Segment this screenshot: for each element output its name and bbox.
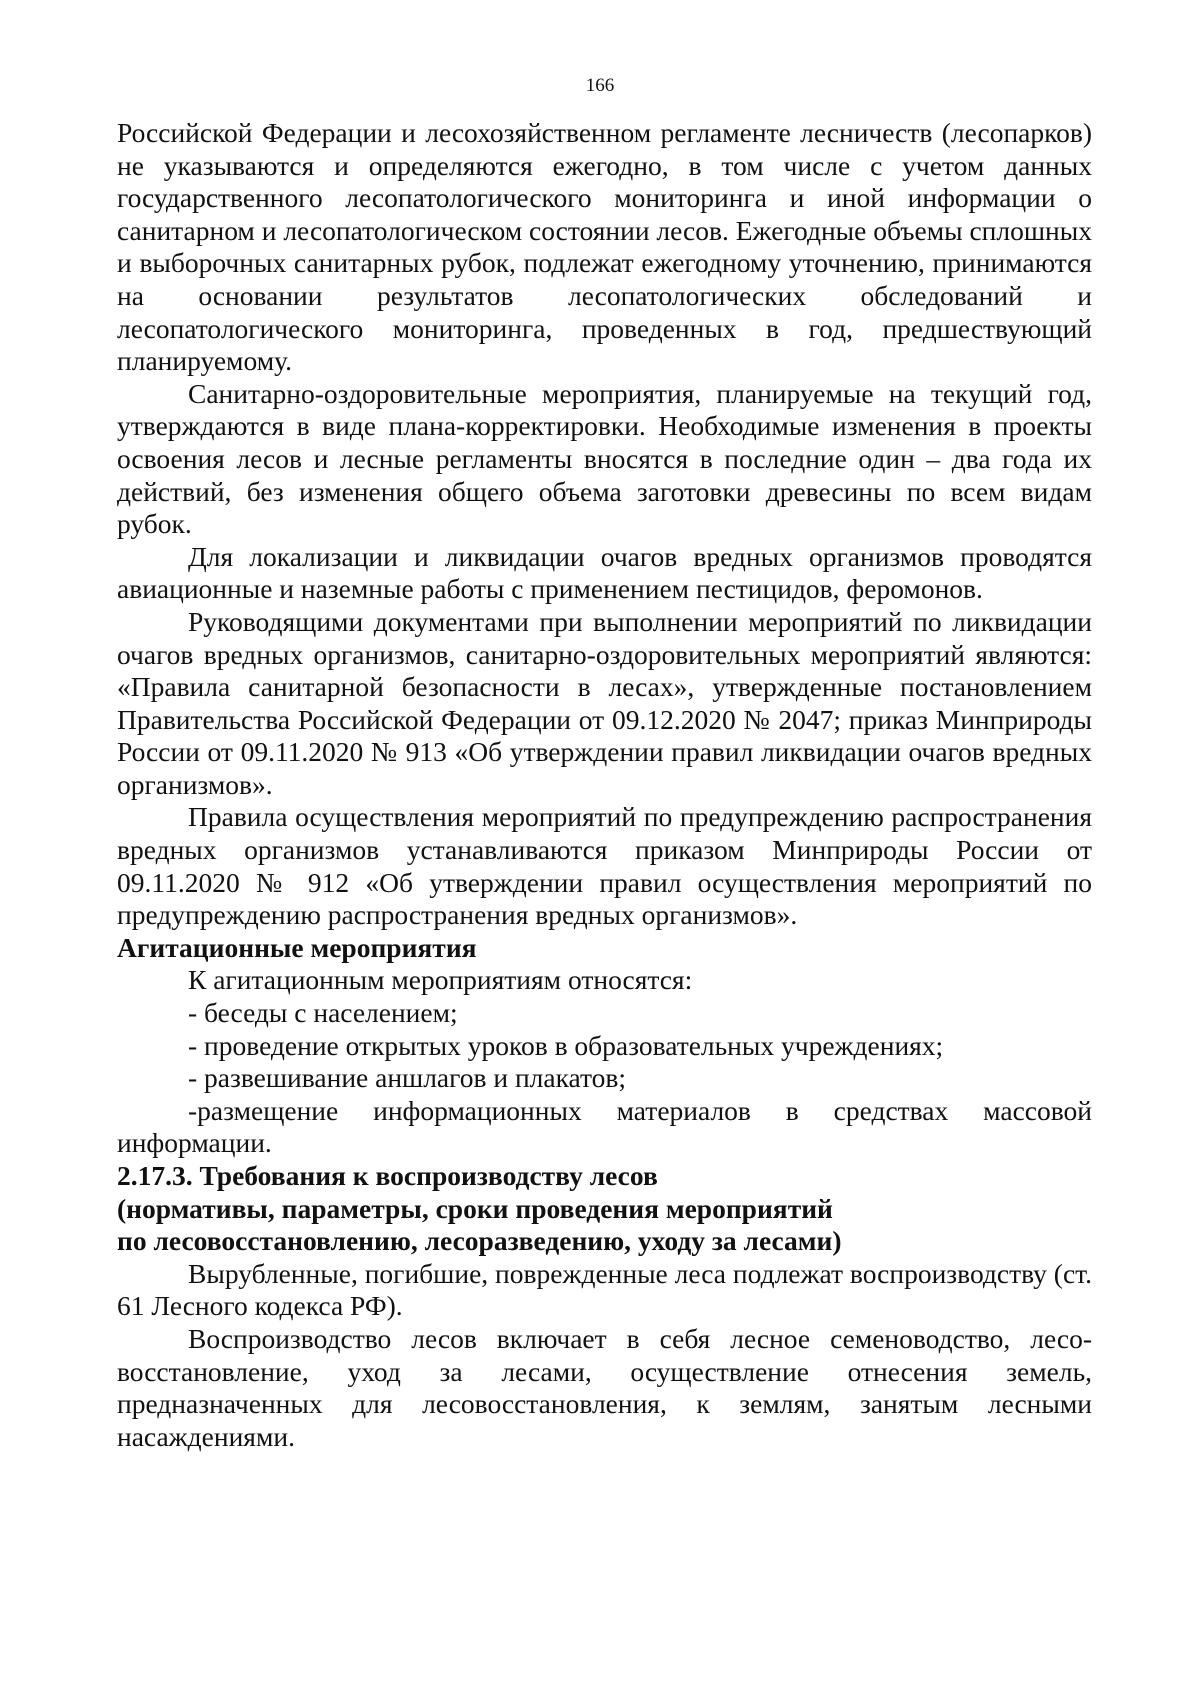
paragraph: Руководящими документами при выполнении мероприятий по ликвидации очагов вредных организмов, санитарно-оздоровительных мероприятий являются: «Правила санитарной безопасности в лесах», утвержденные постановлением Правительства Российской Федерации от 09.12.2020 № 2047; приказ Минприроды России от 09.11.2020 № 913 «Об утверждении правил ликвидации очагов вредных организмов». bbox=[117, 605, 1092, 800]
section-heading-2-17-3 bbox=[117, 1160, 1092, 1258]
list-item: -размещение информационных материалов в средствах массовой информации. bbox=[117, 1094, 1092, 1159]
list-item: - беседы с населением; bbox=[188, 997, 458, 1029]
section-heading-line: (нормативы, параметры, сроки проведения мероприятий bbox=[117, 1192, 833, 1224]
paragraph: Вырубленные, погибшие, поврежденные леса подлежат воспроизводству (ст. 61 Лесного кодекса РФ). bbox=[117, 1257, 1092, 1322]
list-item: - проведение открытых уроков в образовательных учреждениях; bbox=[188, 1029, 944, 1061]
paragraph: Для локализации и ликвидации очагов вредных организмов проводятся авиационные и наземные работы с применением пестицидов, феромонов. bbox=[117, 540, 1092, 605]
paragraph: Правила осуществления мероприятий по предупреждению распространения вредных организмов устанавливаются приказом Минприроды России от 09.11.2020 № 912 «Об утверждении правил осуществления мероприятий по предупреждению распространения вредных организмов». bbox=[117, 801, 1092, 931]
list-item: - развешивание аншлагов и плакатов; bbox=[188, 1062, 627, 1094]
section-heading-line: по лесовосстановлению, лесоразведению, уходу за лесами) bbox=[117, 1225, 842, 1257]
page-number: 166 bbox=[585, 75, 615, 96]
paragraph: Воспроизводство лесов включает в себя лесное семеноводство, лесо-восстановление, уход за лесами, осуществление отнесения земель, предназначенных для лесовосстановления, к землям, занятым лесными насаждениями. bbox=[117, 1322, 1092, 1452]
section-heading-line: 2.17.3. Требования к воспроизводству лесов bbox=[117, 1160, 658, 1191]
section-heading-agitation: Агитационные мероприятия bbox=[117, 931, 477, 963]
paragraph: Санитарно-оздоровительные мероприятия, планируемые на текущий год, утверждаются в виде плана-корректировки. Необходимые изменения в проекты освоения лесов и лесные регламенты вносятся в последние один – два года их действий, без изменения общего объема заготовки древесины по всем видам рубок. bbox=[117, 377, 1092, 540]
list-intro: К агитационным мероприятиям относятся: bbox=[188, 964, 693, 996]
paragraph: Российской Федерации и лесохозяйственном регламенте лесничеств (лесопарков) не указываются и определяются ежегодно, в том числе с учетом данных государственного лесопатологического мониторинга и иной информации о санитарном и лесопатологическом состоянии лесов. Ежегодные объемы сплошных и выборочных санитарных рубок, подлежат ежегодному уточнению, принимаются на основании результатов лесопатологических обследований и лесопатологического мониторинга, проведенных в год, предшествующий планируемому. bbox=[117, 117, 1092, 377]
page-text bbox=[117, 117, 1092, 1453]
